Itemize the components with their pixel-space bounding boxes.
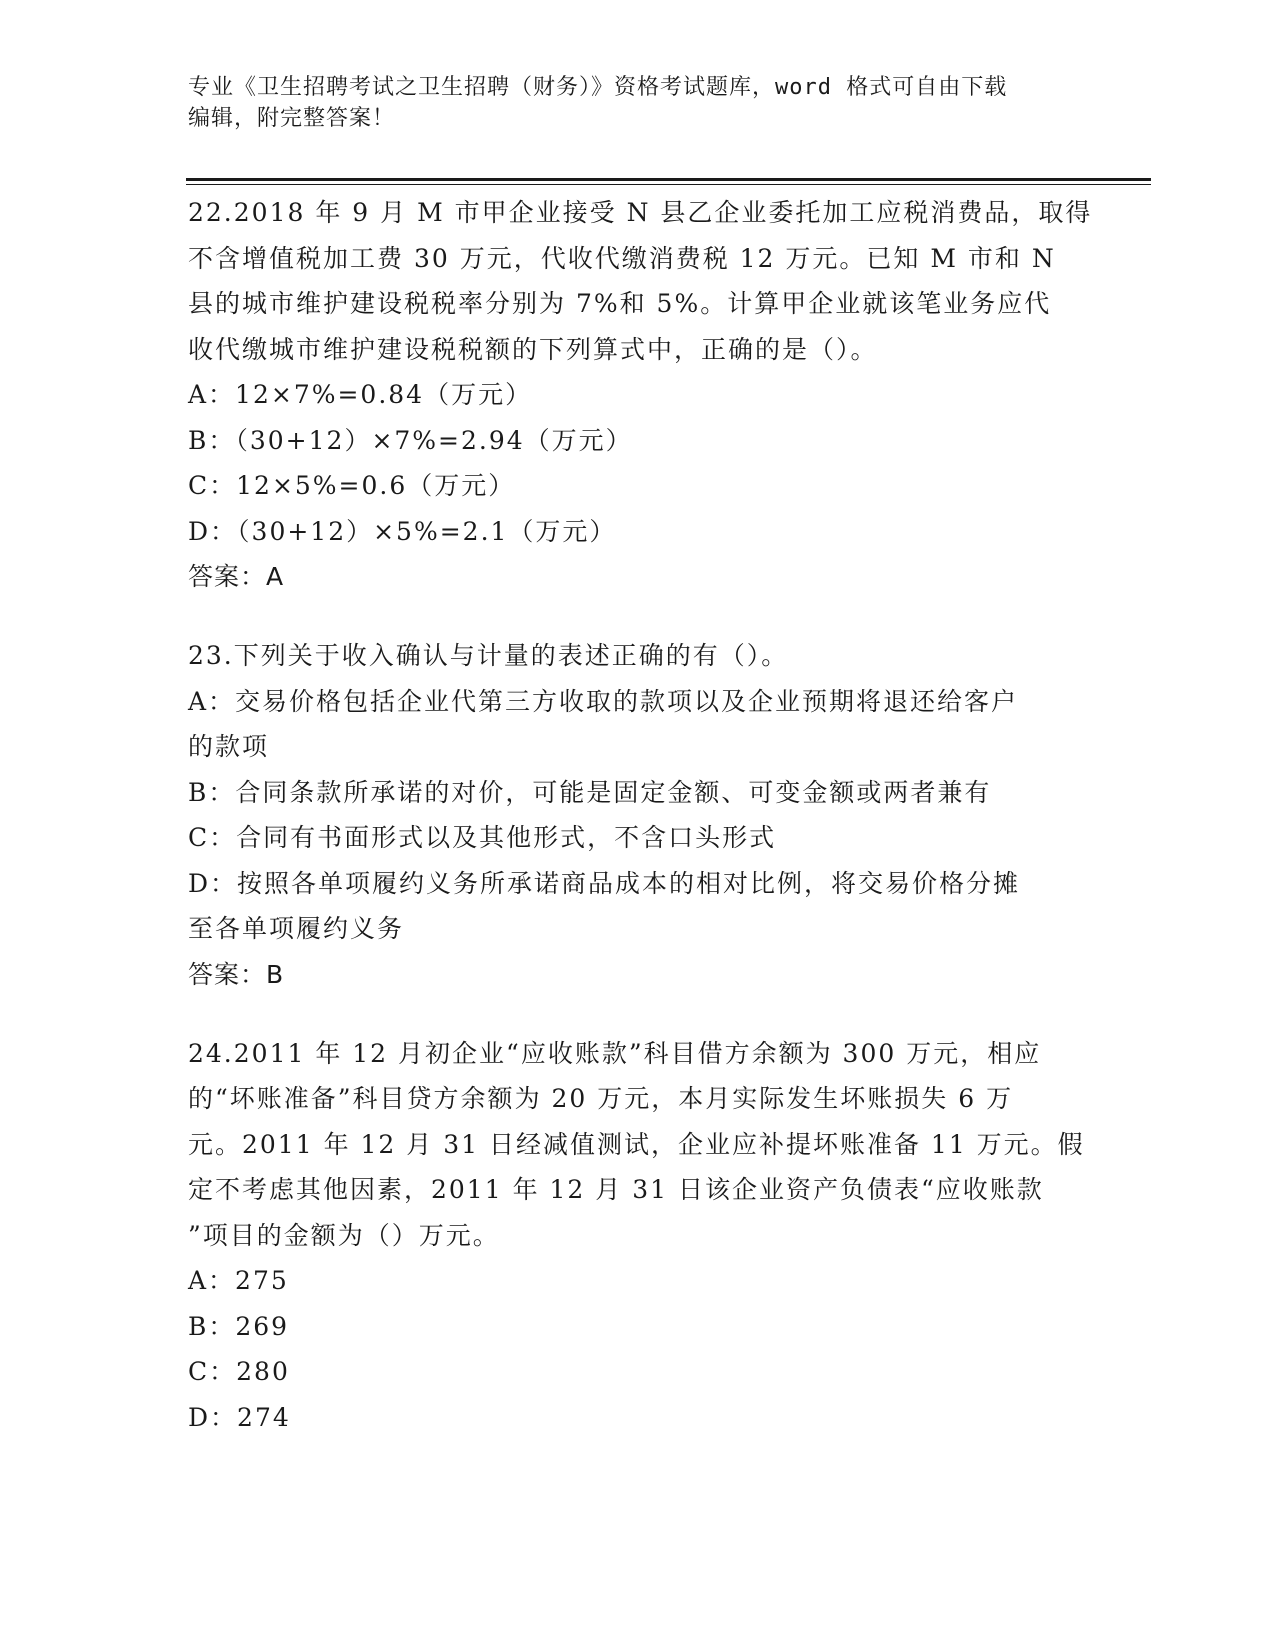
option-a-continued: 的款项 [188, 732, 270, 761]
question-stem-line: 定不考虑其他因素，2011 年 12 月 31 日该企业资产负债表“应收账款 [188, 1175, 1044, 1204]
option-d-continued: 至各单项履约义务 [188, 914, 405, 943]
question-stem-line: 县的城市维护建设税税率分别为 7%和 5%。计算甲企业就该笔业务应代 [188, 289, 1052, 318]
option-a: A：275 [188, 1266, 289, 1295]
question-stem-line: 23.下列关于收入确认与计量的表述正确的有（）。 [188, 641, 789, 670]
document-header [188, 72, 1088, 134]
header-divider [186, 178, 1151, 181]
question-stem-line: 的“坏账准备”科目贷方余额为 20 万元，本月实际发生坏账损失 6 万 [188, 1084, 1014, 1113]
option-b: B：（30+12）×7%=2.94（万元） [188, 425, 633, 455]
option-c: C：280 [188, 1357, 290, 1386]
question-stem-line: 不含增值税加工费 30 万元，代收代缴消费税 12 万元。已知 M 市和 N [188, 243, 1056, 273]
option-d: D：274 [188, 1402, 291, 1432]
answer-label: 答案：B [188, 959, 285, 989]
header-line: 编辑，附完整答案！ [188, 106, 396, 131]
question-24 [188, 1031, 1085, 1441]
question-stem-line: 22.2018 年 9 月 M 市甲企业接受 N 县乙企业委托加工应税消费品，取得 [188, 198, 1093, 227]
option-a: A：12×7%=0.84（万元） [188, 380, 533, 409]
option-c: C：合同有书面形式以及其他形式，不含口头形式 [188, 823, 777, 852]
option-b: B：269 [188, 1311, 290, 1341]
question-stem-line: ”项目的金额为（）万元。 [188, 1220, 500, 1250]
question-22 [188, 190, 1093, 599]
question-stem-line: 收代缴城市维护建设税税额的下列算式中，正确的是（）。 [188, 334, 878, 364]
question-list [188, 190, 1093, 1474]
question-23 [188, 633, 1068, 997]
header-line: 专业《卫生招聘考试之卫生招聘（财务）》资格考试题库，word 格式可自由下载 [188, 75, 1008, 100]
option-a: A：交易价格包括企业代第三方收取的款项以及企业预期将退还给客户 [188, 686, 1019, 716]
header-divider-thin [186, 184, 1151, 185]
answer-label: 答案：A [188, 562, 285, 591]
option-b: B：合同条款所承诺的对价，可能是固定金额、可变金额或两者兼有 [188, 777, 992, 807]
question-stem-line: 24.2011 年 12 月初企业“应收账款”科目借方余额为 300 万元，相应 [188, 1038, 1042, 1068]
option-d: D：按照各单项履约义务所承诺商品成本的相对比例，将交易价格分摊 [188, 868, 1021, 898]
question-stem-line: 元。2011 年 12 月 31 日经减值测试，企业应补提坏账准备 11 万元。假 [188, 1129, 1085, 1159]
option-d: D：（30+12）×5%=2.1（万元） [188, 516, 617, 546]
option-c: C：12×5%=0.6（万元） [188, 471, 516, 500]
